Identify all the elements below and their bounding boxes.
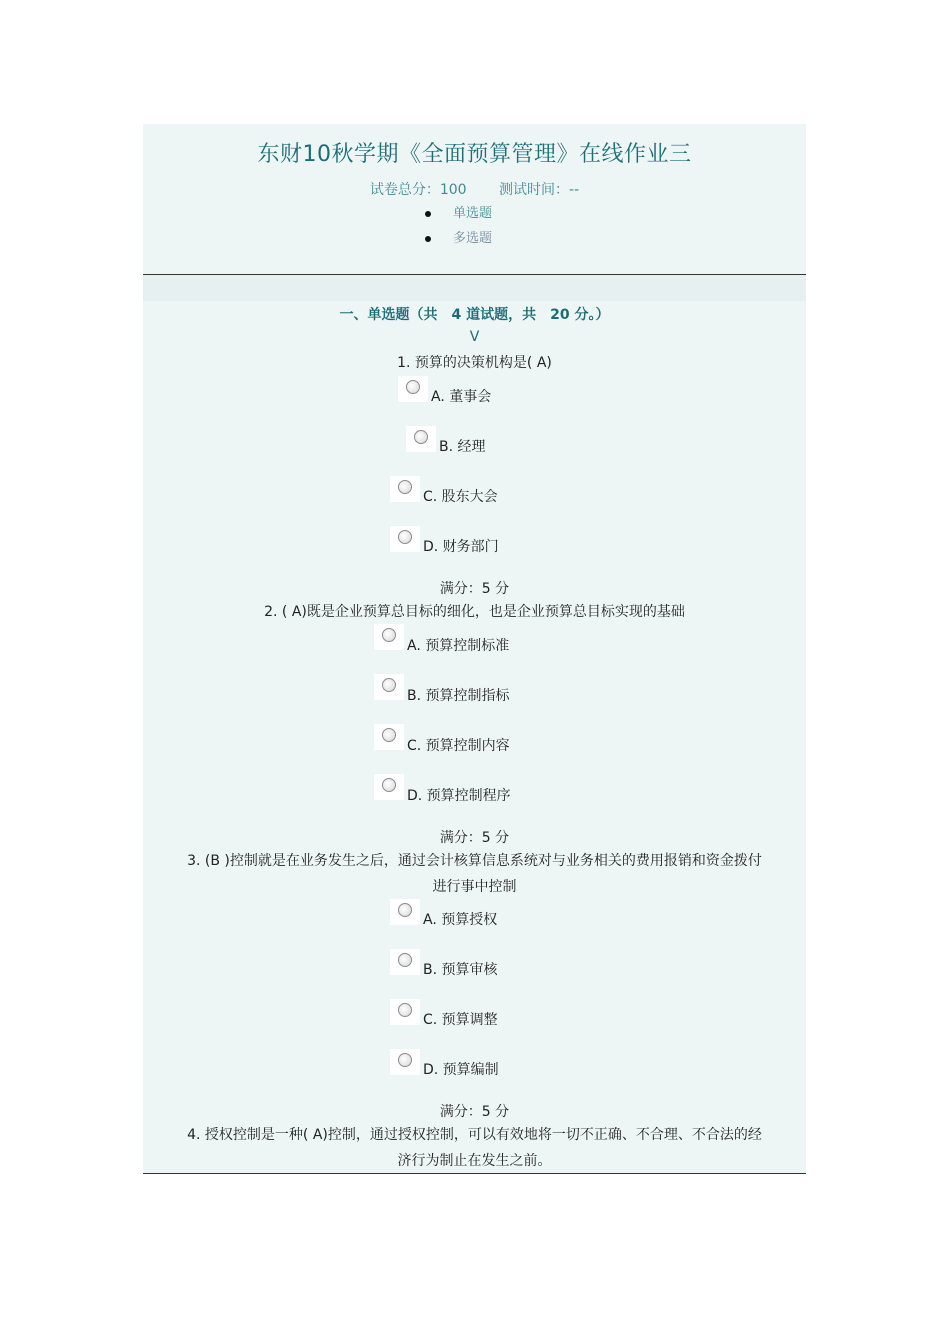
question-4-text-line2: 济行为制止在发生之前。 <box>397 1153 552 1169</box>
question-2-score: 满分：5 分 <box>439 830 510 846</box>
option-q1-d: D. 财务部门 <box>423 539 499 555</box>
exam-header <box>143 124 806 274</box>
radio-icon <box>398 1003 412 1017</box>
footer-divider <box>143 1173 806 1174</box>
option-q3-b: B. 预算审核 <box>423 962 498 978</box>
radio-q2-b[interactable] <box>374 674 404 700</box>
nav-link-single-choice[interactable]: 单选题 <box>425 204 492 229</box>
test-time: 测试时间：-- <box>499 182 580 198</box>
radio-q3-b[interactable] <box>390 949 420 975</box>
radio-icon <box>406 380 420 394</box>
radio-q3-d[interactable] <box>390 1049 420 1075</box>
option-q3-a: A. 预算授权 <box>423 912 498 928</box>
option-q1-a: A. 董事会 <box>431 389 492 405</box>
question-1-score: 满分：5 分 <box>439 581 510 597</box>
total-score: 试卷总分：100 <box>369 182 467 198</box>
question-3-text-line1: 3. (B )控制就是在业务发生之后，通过会计核算信息系统对与业务相关的费用报销和资金拨付 <box>187 853 762 869</box>
radio-q1-a[interactable] <box>398 376 428 402</box>
exam-panel <box>143 124 806 1174</box>
radio-q3-a[interactable] <box>390 899 420 925</box>
option-q1-b: B. 经理 <box>439 439 486 455</box>
radio-icon <box>398 903 412 917</box>
page-title: 东财10秋学期《全面预算管理》在线作业三 <box>257 142 692 167</box>
radio-q1-c[interactable] <box>390 476 420 502</box>
radio-icon <box>382 728 396 742</box>
question-4-text-line1: 4. 授权控制是一种( A)控制，通过授权控制，可以有效地将一切不正确、不合理、不合法的经 <box>187 1127 762 1143</box>
option-q2-c: C. 预算控制内容 <box>407 738 510 754</box>
section-heading: 一、单选题（共 4 道试题，共 20 分。） <box>339 307 610 323</box>
radio-q1-d[interactable] <box>390 526 420 552</box>
radio-icon <box>398 1053 412 1067</box>
option-q3-d: D. 预算编制 <box>423 1062 499 1078</box>
radio-q2-c[interactable] <box>374 724 404 750</box>
radio-icon <box>414 430 428 444</box>
radio-icon <box>382 678 396 692</box>
radio-q1-b[interactable] <box>406 426 436 452</box>
bullet-icon <box>425 236 431 242</box>
question-3-text-line2: 进行事中控制 <box>432 879 517 895</box>
option-q2-b: B. 预算控制指标 <box>407 688 510 704</box>
radio-icon <box>398 953 412 967</box>
nav-link-multiple-choice[interactable]: 多选题 <box>425 229 492 254</box>
question-1-text: 1. 预算的决策机构是( A) <box>397 355 552 371</box>
section-toggle[interactable]: V <box>469 329 480 345</box>
radio-q2-d[interactable] <box>374 774 404 800</box>
section-nav <box>425 204 492 254</box>
radio-icon <box>398 530 412 544</box>
question-2-text: 2. ( A)既是企业预算总目标的细化，也是企业预算总目标实现的基础 <box>264 604 685 620</box>
radio-icon <box>398 480 412 494</box>
option-q2-d: D. 预算控制程序 <box>407 788 511 804</box>
radio-q2-a[interactable] <box>374 624 404 650</box>
exam-meta <box>143 179 806 199</box>
radio-q3-c[interactable] <box>390 999 420 1025</box>
question-3-score: 满分：5 分 <box>439 1104 510 1120</box>
radio-icon <box>382 628 396 642</box>
section-band <box>143 275 806 301</box>
option-q1-c: C. 股东大会 <box>423 489 498 505</box>
option-q3-c: C. 预算调整 <box>423 1012 498 1028</box>
radio-icon <box>382 778 396 792</box>
option-q2-a: A. 预算控制标准 <box>407 638 510 654</box>
bullet-icon <box>425 211 431 217</box>
